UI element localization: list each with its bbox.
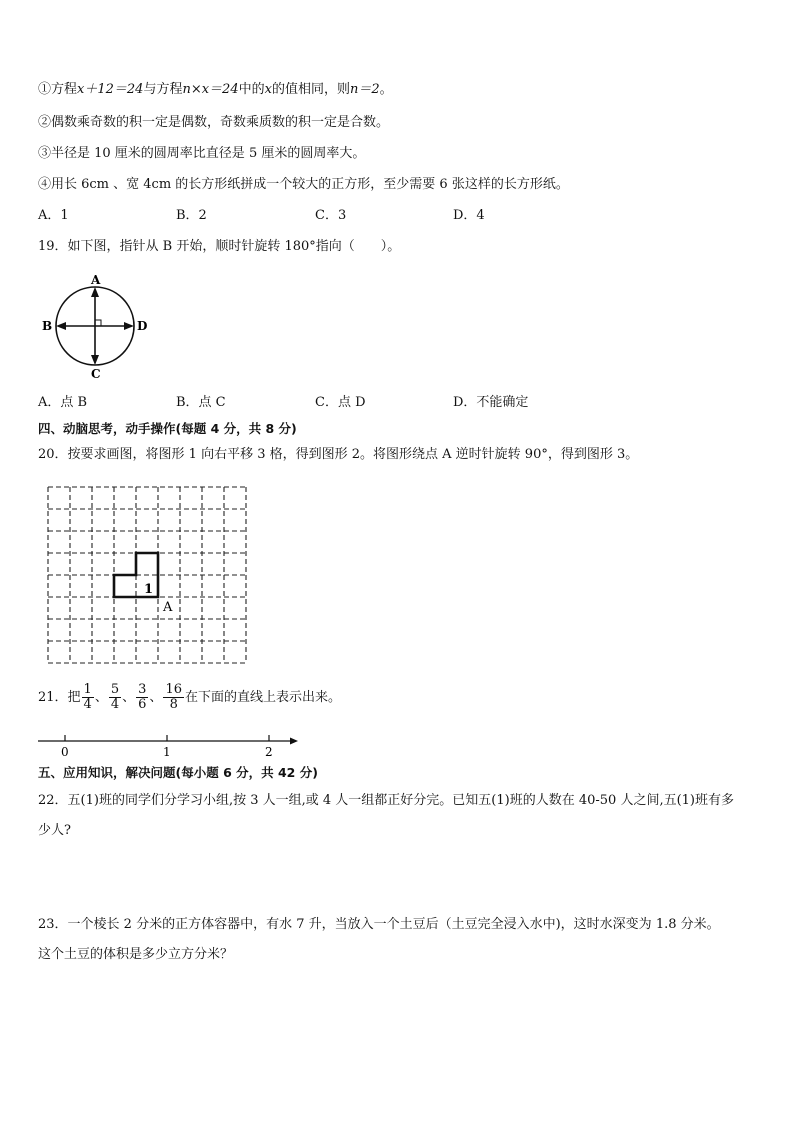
fraction-3-numerator: 3	[138, 682, 147, 697]
fraction-3	[136, 683, 148, 712]
fraction-4-denominator: 8	[169, 697, 178, 712]
q20-text: 20．按要求画图，将图形 1 向右平移 3 格，得到图形 2。将图形绕点 A 逆时针旋转 90°，得到图形 3。	[38, 447, 639, 462]
q19-option-b: B．点 C	[176, 395, 226, 410]
tick-label-0: 0	[61, 745, 69, 759]
fraction-2-denominator: 4	[110, 697, 120, 712]
statement-3: ③半径是 10 厘米的圆周率比直径是 5 厘米的圆周率大。	[38, 146, 366, 161]
q22-line-1: 22．五(1)班的同学们分学习小组,按 3 人一组,或 4 人一组都正好分完。已知五(1)班的人数在 40-50 人之间,五(1)班有多	[38, 793, 734, 808]
statement-1-text-e: 。	[379, 82, 393, 97]
arrow-up-icon	[91, 287, 99, 297]
q19-option-a: A．点 B	[38, 395, 88, 410]
q22-line-2: 少人?	[38, 823, 71, 838]
arrow-down-icon	[91, 355, 99, 365]
number-line	[38, 733, 300, 761]
q19-option-c: C．点 D	[315, 395, 366, 410]
q21-sep-2: 、	[122, 690, 136, 705]
fraction-4-numerator: 16	[165, 682, 182, 697]
equation-1: x＋12＝24	[77, 82, 144, 97]
statement-1-text-d: 的值相同，则	[271, 82, 350, 97]
arrow-right-icon	[124, 322, 134, 330]
compass-label-right: D	[137, 319, 148, 333]
equation-2: n×x＝24	[182, 82, 239, 97]
dotted-grid	[47, 487, 249, 664]
statement-4: ④用长 6cm 、宽 4cm 的长方形纸拼成一个较大的正方形，至少需要 6 张这样的长方形纸。	[38, 177, 569, 192]
section-4-heading: 四、动脑思考，动手操作(每题 4 分，共 8 分)	[38, 421, 297, 436]
variable-x: x	[264, 82, 272, 97]
compass-diagram	[38, 272, 153, 382]
q23-line-2: 这个土豆的体积是多少立方分米？	[38, 947, 234, 962]
fraction-2	[109, 683, 121, 712]
tick-label-1: 1	[163, 745, 171, 759]
fraction-4	[163, 683, 184, 712]
q19-option-d: D．不能确定	[453, 395, 529, 410]
arrow-right-icon	[290, 738, 298, 745]
q21-prefix: 21．把	[38, 690, 81, 705]
q19-text: 19．如下图，指针从 B 开始，顺时针旋转 180°指向（ ）。	[38, 239, 401, 254]
statement-2: ②偶数乘奇数的积一定是偶数，奇数乘质数的积一定是合数。	[38, 115, 390, 130]
point-a-label: A	[163, 600, 173, 615]
q21-suffix: 在下面的直线上表示出来。	[184, 690, 341, 705]
shape-1-label: 1	[144, 582, 154, 597]
q18-option-b: B．2	[176, 208, 207, 223]
fraction-3-denominator: 6	[138, 697, 147, 712]
q18-option-d: D．4	[453, 208, 485, 223]
fraction-1-numerator: 1	[83, 682, 92, 697]
fraction-1-denominator: 4	[83, 697, 92, 712]
q18-option-c: C．3	[315, 208, 347, 223]
compass-label-bottom: C	[91, 367, 101, 381]
statement-1-text-c: 中的	[238, 82, 265, 97]
equation-3: n＝2	[349, 82, 380, 97]
q21-sep-1: 、	[94, 690, 108, 705]
tick-label-2: 2	[265, 745, 273, 759]
q23-line-1: 23．一个棱长 2 分米的正方体容器中，有水 7 升，当放入一个土豆后（土豆完全浸入水中)，这时水深变为 1.8 分米。	[38, 917, 720, 932]
compass-label-left: B	[42, 319, 53, 333]
statement-1-text-b: 与方程	[143, 82, 183, 97]
grid-lines	[48, 487, 246, 663]
q21-sep-3: 、	[149, 690, 163, 705]
q18-option-a: A．1	[38, 208, 69, 223]
q21-text	[38, 683, 341, 713]
compass-label-top: A	[91, 273, 101, 287]
section-5-heading: 五、应用知识，解决问题(每小题 6 分，共 42 分)	[38, 765, 318, 780]
fraction-1	[82, 683, 94, 712]
fraction-2-numerator: 5	[110, 682, 120, 697]
arrow-left-icon	[56, 322, 66, 330]
statement-1	[38, 81, 393, 99]
statement-1-text-a: ①方程	[38, 82, 78, 97]
right-angle-icon	[95, 320, 101, 326]
